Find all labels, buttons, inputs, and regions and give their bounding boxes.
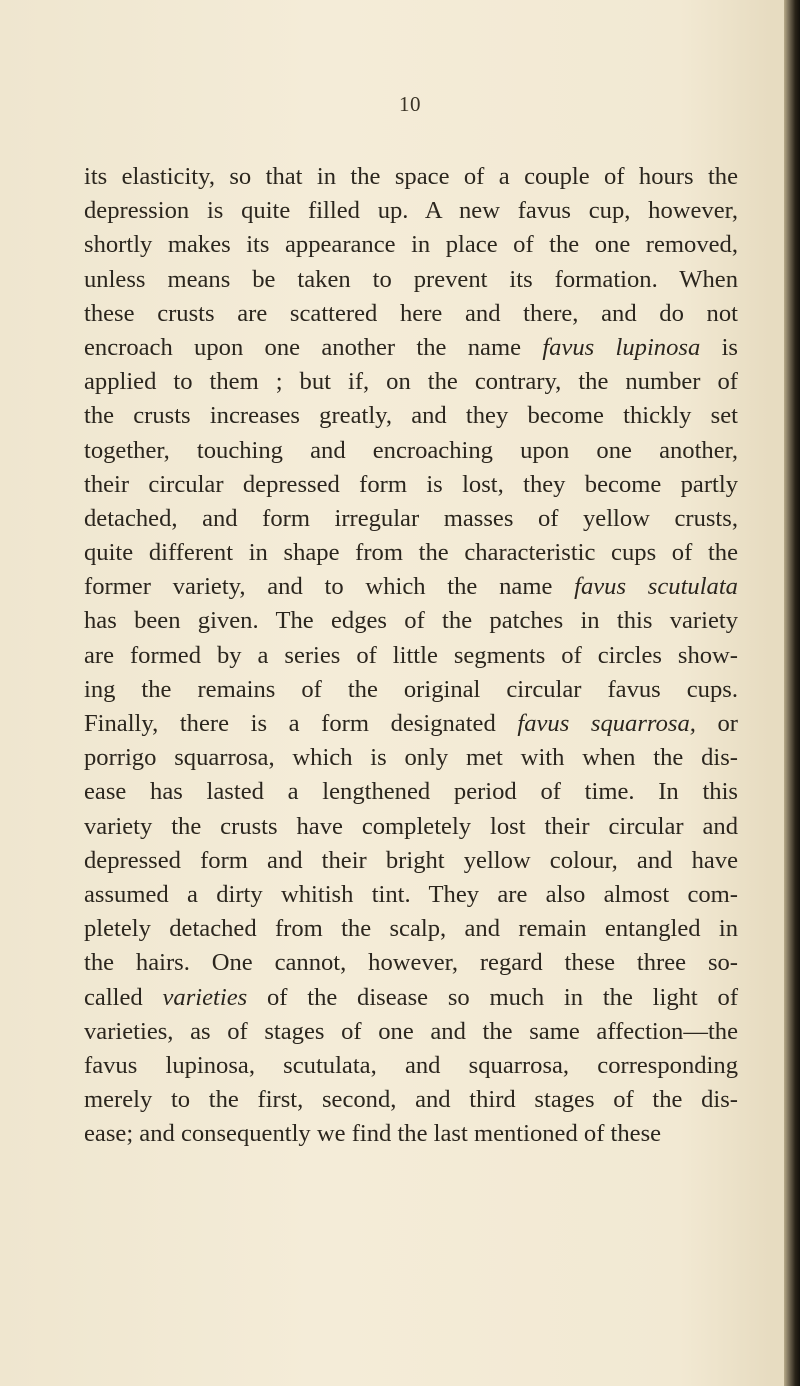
page-edge-shadow: [784, 0, 800, 1386]
text-line: called varieties of the disease so much in the light of: [84, 983, 739, 1011]
text-line: encroach upon one another the name favus lupinosa is: [84, 333, 738, 361]
text-line: their circular depressed form is lost, they become partly: [84, 470, 738, 498]
text-line: ease; and consequently we find the last mentioned of these: [84, 1120, 662, 1148]
text-line: the hairs. One cannot, however, regard these three so-: [84, 949, 738, 977]
body-text: [84, 160, 738, 1151]
text-line: depression is quite filled up. A new favus cup, however,: [84, 197, 738, 225]
page-number: 10: [399, 92, 421, 116]
italic-term: favus scutulata: [574, 573, 738, 601]
text-line: the crusts increases greatly, and they become thickly set: [84, 402, 738, 430]
text-line: ing the remains of the original circular favus cups.: [84, 675, 738, 703]
text-line: has been given. The edges of the patches in this variety: [84, 607, 738, 635]
text-line: quite different in shape from the characteristic cups of the: [84, 539, 738, 567]
italic-term: favus lupinosa: [542, 333, 701, 361]
italic-term: favus squarrosa,: [517, 710, 696, 737]
text-line: pletely detached from the scalp, and remain entangled in: [84, 915, 738, 943]
text-line: former variety, and to which the name favus scutulata: [84, 573, 738, 601]
text-line: porrigo squarrosa, which is only met with when the dis-: [84, 744, 738, 772]
text-line: these crusts are scattered here and there, and do not: [84, 299, 738, 327]
text-line: ease has lasted a lengthened period of time. In this: [84, 778, 738, 806]
text-line: merely to the first, second, and third stages of the dis-: [84, 1086, 738, 1114]
text-line: depressed form and their bright yellow colour, and have: [84, 846, 738, 874]
text-line: applied to them ; but if, on the contrary, the number of: [84, 368, 738, 396]
text-line: are formed by a series of little segments of circles show-: [84, 641, 738, 669]
text-line: variety the crusts have completely lost their circular and: [84, 812, 738, 840]
text-line: shortly makes its appearance in place of the one removed,: [84, 231, 738, 259]
text-line: together, touching and encroaching upon one another,: [84, 436, 738, 464]
text-line: unless means be taken to prevent its formation. When: [84, 265, 738, 293]
text-line: Finally, there is a form designated favus squarrosa, or: [84, 710, 738, 737]
text-line: assumed a dirty whitish tint. They are also almost com-: [84, 880, 738, 908]
text-line: varieties, as of stages of one and the same affection—the: [84, 1017, 738, 1045]
italic-term: varieties: [162, 983, 248, 1011]
text-line: favus lupinosa, scutulata, and squarrosa, corresponding: [84, 1051, 738, 1079]
text-line: detached, and form irregular masses of yellow crusts,: [84, 504, 738, 532]
text-line: its elasticity, so that in the space of a couple of hours the: [84, 163, 738, 190]
